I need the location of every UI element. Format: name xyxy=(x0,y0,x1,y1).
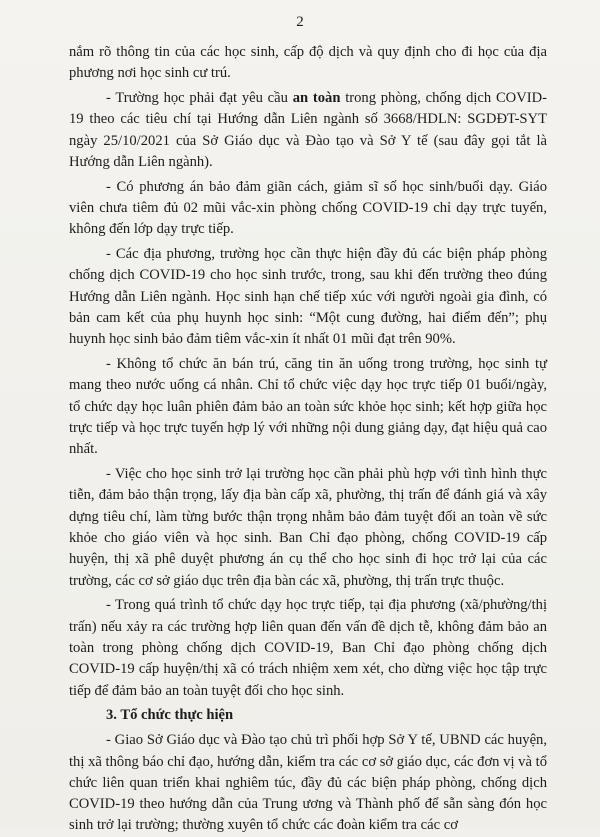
paragraph-3: - Có phương án bảo đảm giãn cách, giảm sĩ số học sinh/buổi dạy. Giáo viên chưa tiêm đủ 02 mũi vắc-xin phòng chống COVID-19 chỉ dạy trực tuyến, không đến lớp dạy trực tiếp. xyxy=(69,178,547,238)
paragraph-7: - Trong quá trình tổ chức dạy học trực tiếp, tại địa phương (xã/phường/thị trấn) nếu xảy ra các trường hợp liên quan đến vấn đề dịch tễ, không đảm bảo an toàn trong phòng chống dịch COVID-19, Ban Chỉ đạo phòng chống dịch COVID-19 cấp huyện/thị xã có trách nhiệm xem xét, cho dừng việc học tập trực tiếp để đảm bảo an toàn tuyệt đối cho học sinh. xyxy=(69,597,547,699)
paragraph-2-lead: - Trường học phải đạt yêu cầu xyxy=(106,90,293,107)
paragraph-6: - Việc cho học sinh trở lại trường học cần phải phù hợp với tình hình thực tiễn, đảm bảo thận trọng, lấy địa bàn cấp xã, phường, thị trấn để đánh giá và xây dựng tiêu chí, làm từng bước thận trọng nhằm bảo đảm tuyệt đối an toàn về sức khỏe cho giáo viên và học sinh. Ban Chỉ đạo phòng, chống COVID-19 cấp huyện, thị xã phê duyệt phương án cụ thể cho học sinh đi học trở lại của các trường, các cơ sở giáo dục trên địa bàn các xã, phường, thị trấn trực thuộc. xyxy=(69,466,547,589)
section-paragraph-1: - Giao Sở Giáo dục và Đào tạo chủ trì phối hợp Sở Y tế, UBND các huyện, thị xã thông báo chỉ đạo, hướng dẫn, kiểm tra các cơ sở giáo dục, các đơn vị và tổ chức liên quan triển khai nghiêm túc, đầy đủ các biện pháp phòng, chống dịch COVID-19 theo hướng dẫn của Trung ương và Thành phố để sẵn sàng đón học sinh trở lại trường; thường xuyên tổ chức các đoàn kiểm tra các cơ xyxy=(69,732,547,834)
paragraph-4: - Các địa phương, trường học cần thực hiện đầy đủ các biện pháp phòng chống dịch COVID-19 cho học sinh trước, trong, sau khi đến trường theo đúng Hướng dẫn Liên ngành. Học sinh hạn chế tiếp xúc với người ngoài gia đình, có bản cam kết của phụ huynh học sinh: “Một cung đường, hai điểm đến”; phụ huynh học sinh bảo đảm tiêm vắc-xin ít nhất 01 mũi đạt trên 90%. xyxy=(69,246,547,348)
paragraph-2-rest: trong phòng, chống dịch COVID-19 theo các tiêu chí tại Hướng dẫn Liên ngành số 3668/HDLN: SGDĐT-SYT ngày 25/10/2021 của Sở Giáo dục và Đào tạo và Sở Y tế (sau đây gọi tắt là Hướng dẫn Liên ngành). xyxy=(69,90,548,170)
page-number: 2 xyxy=(296,14,304,30)
paragraph-2 xyxy=(69,88,547,173)
section-heading: 3. Tổ chức thực hiện xyxy=(106,707,234,724)
document-body xyxy=(69,42,547,837)
paragraph-5: - Không tổ chức ăn bán trú, căng tin ăn uống trong trường, học sinh tự mang theo nước uống cá nhân. Chỉ tổ chức việc dạy học trực tiếp 01 buổi/ngày, tổ chức dạy học luân phiên đảm bảo an toàn sức khỏe học sinh; kết hợp giữa học trực tiếp và học trực tuyến hợp lý với những nội dung giảng dạy, đạt hiệu quả cao nhất. xyxy=(69,356,547,458)
paragraph-2-emphasis: an toàn xyxy=(292,90,341,107)
paragraph-1: nắm rõ thông tin của các học sinh, cấp độ dịch và quy định cho đi học của địa phương nơi học sinh cư trú. xyxy=(69,44,547,82)
